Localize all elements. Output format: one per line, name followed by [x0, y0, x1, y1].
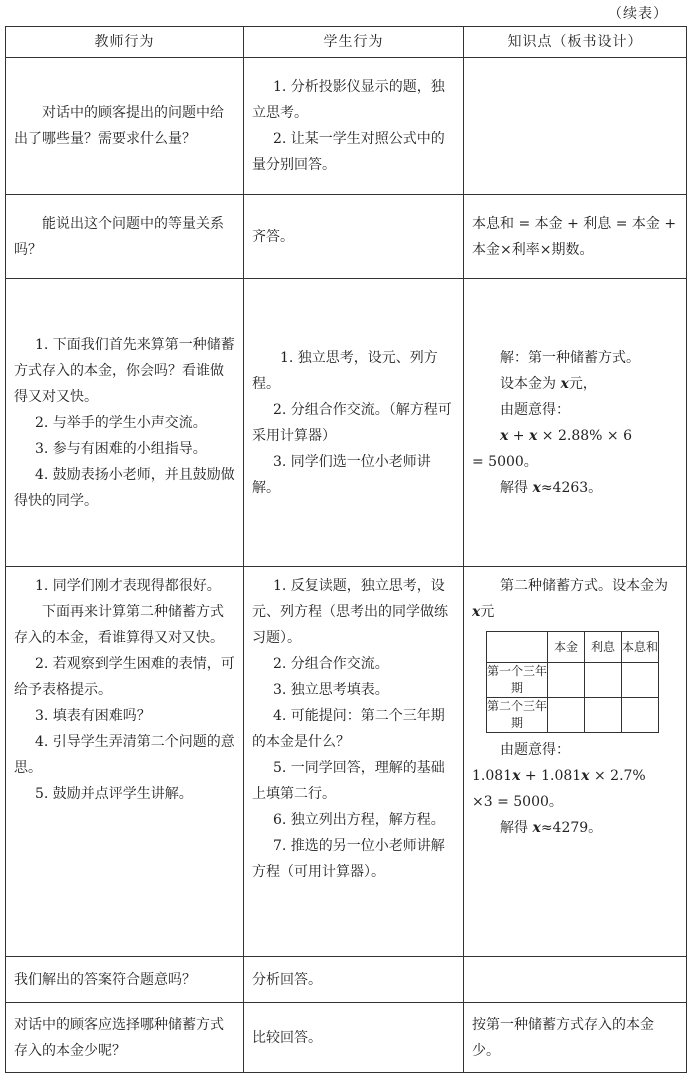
hint-table-corner [487, 632, 548, 663]
knowledge-cell [464, 279, 687, 567]
header-student: 学生行为 [244, 27, 464, 58]
equation-line: ×3 = 5000。 [472, 794, 563, 810]
hint-cell [585, 663, 622, 698]
student-text: 2. 分组合作交流。 [273, 656, 389, 672]
table-row [6, 1003, 687, 1073]
student-text: 1. 分析投影仪显示的题，独立思考。 [252, 79, 445, 121]
student-text: 1. 反复读题，独立思考，设元、列方程（思考出的同学做练习题）。 [252, 578, 448, 646]
table-header-row [6, 27, 687, 58]
hint-table-row [487, 698, 659, 733]
teacher-text: 对话中的顾客应选择哪种储蓄方式存入的本金少呢？ [14, 1016, 224, 1059]
student-cell [244, 567, 464, 957]
equation-line [472, 763, 678, 789]
solution-text: 元， [568, 375, 597, 392]
variable-x: x [500, 427, 509, 444]
result-line [472, 475, 678, 501]
student-text: 分析回答。 [252, 971, 322, 988]
student-cell [244, 957, 464, 1003]
knowledge-text: 本息和 = 本金 + 利息 = 本金 + 本金×利率×期数。 [472, 215, 677, 258]
table-row [6, 279, 687, 567]
teacher-cell [6, 279, 244, 567]
variable-x: x [581, 768, 590, 784]
hint-col-header: 利息 [585, 632, 622, 663]
teacher-cell [6, 58, 244, 195]
result-text: ≈4279。 [540, 820, 603, 836]
solution-text: 元 [480, 604, 495, 620]
teacher-cell [6, 1003, 244, 1073]
table-row [6, 58, 687, 195]
hint-table [486, 631, 659, 733]
knowledge-cell [464, 195, 687, 279]
result-text: ≈4263。 [540, 479, 603, 496]
hint-row-header: 第二个三年期 [487, 698, 548, 733]
teacher-text: 2. 若观察到学生困难的表情，可给予表格提示。 [14, 656, 235, 698]
equation-text: × 2.7% [589, 768, 646, 784]
student-cell [244, 58, 464, 195]
teacher-cell [6, 195, 244, 279]
hint-cell [548, 698, 585, 733]
teacher-text: 1. 同学们刚才表现得都很好。 [35, 578, 221, 594]
solution-line: 由题意得： [500, 742, 570, 758]
variable-x: x [560, 375, 569, 392]
table-row [6, 567, 687, 957]
teacher-text: 5. 鼓励并点评学生讲解。 [35, 786, 193, 802]
equation-text: × 2.88% × 6 [537, 427, 633, 444]
hint-table-row [487, 663, 659, 698]
solution-text: 设本金为 [500, 375, 556, 392]
equation-text: 1.081 [472, 768, 513, 784]
student-text: 7. 推选的另一位小老师讲解方程（可用计算器）。 [252, 838, 445, 880]
teacher-text: 我们解出的答案符合题意吗？ [14, 971, 196, 988]
hint-col-header: 本金 [548, 632, 585, 663]
student-cell [244, 1003, 464, 1073]
equation-line [472, 423, 678, 449]
solution-text: 第二种储蓄方式。设本金为 [500, 578, 668, 594]
student-text: 3. 独立思考填表。 [273, 682, 389, 698]
student-cell [244, 279, 464, 567]
hint-cell [622, 698, 659, 733]
hint-cell [585, 698, 622, 733]
continued-label: （续表） [608, 6, 668, 22]
student-cell [244, 195, 464, 279]
hint-row-header: 第一个三年期 [487, 663, 548, 698]
teacher-text: 下面再来计算第二种储蓄方式存入的本金，看谁算得又对又快。 [14, 604, 224, 646]
hint-table-header [487, 632, 659, 663]
teacher-text: 3. 填表有困难吗？ [35, 708, 151, 724]
knowledge-text: 按第一种储蓄方式存入的本金少。 [472, 1016, 654, 1059]
hint-col-header: 本息和 [622, 632, 659, 663]
teacher-cell [6, 567, 244, 957]
teacher-text: 2. 与举手的学生小声交流。 [35, 414, 207, 431]
hint-cell [622, 663, 659, 698]
hint-cell [548, 663, 585, 698]
variable-x: x [472, 604, 481, 620]
table-row [6, 195, 687, 279]
teacher-text: 1. 下面我们首先来算第一种储蓄方式存入的本金，你会吗？看谁做得又对又快。 [14, 336, 235, 405]
teacher-cell [6, 957, 244, 1003]
knowledge-cell [464, 567, 687, 957]
solution-line [472, 573, 678, 625]
student-text: 2. 分组合作交流。（解方程可采用计算器） [252, 401, 452, 444]
student-text: 2. 让某一学生对照公式中的量分别回答。 [252, 131, 445, 173]
teacher-text: 4. 鼓励表扬小老师，并且鼓励做得快的同学。 [14, 466, 235, 509]
equation-text: + 1.081 [520, 768, 582, 784]
equation-text: + [508, 427, 529, 444]
variable-x: x [512, 768, 521, 784]
equation-line: = 5000。 [472, 453, 538, 470]
variable-x: x [532, 820, 541, 836]
lesson-table [5, 26, 687, 1073]
header-teacher: 教师行为 [6, 27, 244, 58]
result-text: 解得 [500, 820, 528, 836]
teacher-text: 能说出这个问题中的等量关系吗？ [14, 215, 224, 258]
knowledge-cell [464, 1003, 687, 1073]
student-text: 1. 独立思考，设元、列方程。 [252, 349, 438, 392]
result-line [472, 815, 678, 841]
student-text: 比较回答。 [252, 1029, 322, 1046]
student-text: 5. 一同学回答，理解的基础上填第二行。 [252, 760, 445, 802]
solution-line: 由题意得： [500, 401, 570, 418]
teacher-text: 4. 引导学生弄清第二个问题的意思。 [14, 734, 235, 776]
variable-x: x [532, 479, 541, 496]
teacher-text: 3. 参与有困难的小组指导。 [35, 440, 207, 457]
knowledge-cell [464, 957, 687, 1003]
teacher-text: 对话中的顾客提出的问题中给出了哪些量？需要求什么量？ [14, 105, 224, 147]
student-text: 3. 同学们选一位小老师讲解。 [252, 453, 431, 496]
header-knowledge: 知识点（板书设计） [464, 27, 687, 58]
solution-line: 解：第一种储蓄方式。 [500, 349, 640, 366]
knowledge-cell [464, 58, 687, 195]
table-row [6, 957, 687, 1003]
student-text: 4. 可能提问：第二个三年期的本金是什么？ [252, 708, 445, 750]
solution-line [472, 371, 678, 397]
student-text: 齐答。 [252, 228, 294, 245]
result-text: 解得 [500, 479, 528, 496]
student-text: 6. 独立列出方程，解方程。 [273, 812, 445, 828]
variable-x: x [529, 427, 538, 444]
